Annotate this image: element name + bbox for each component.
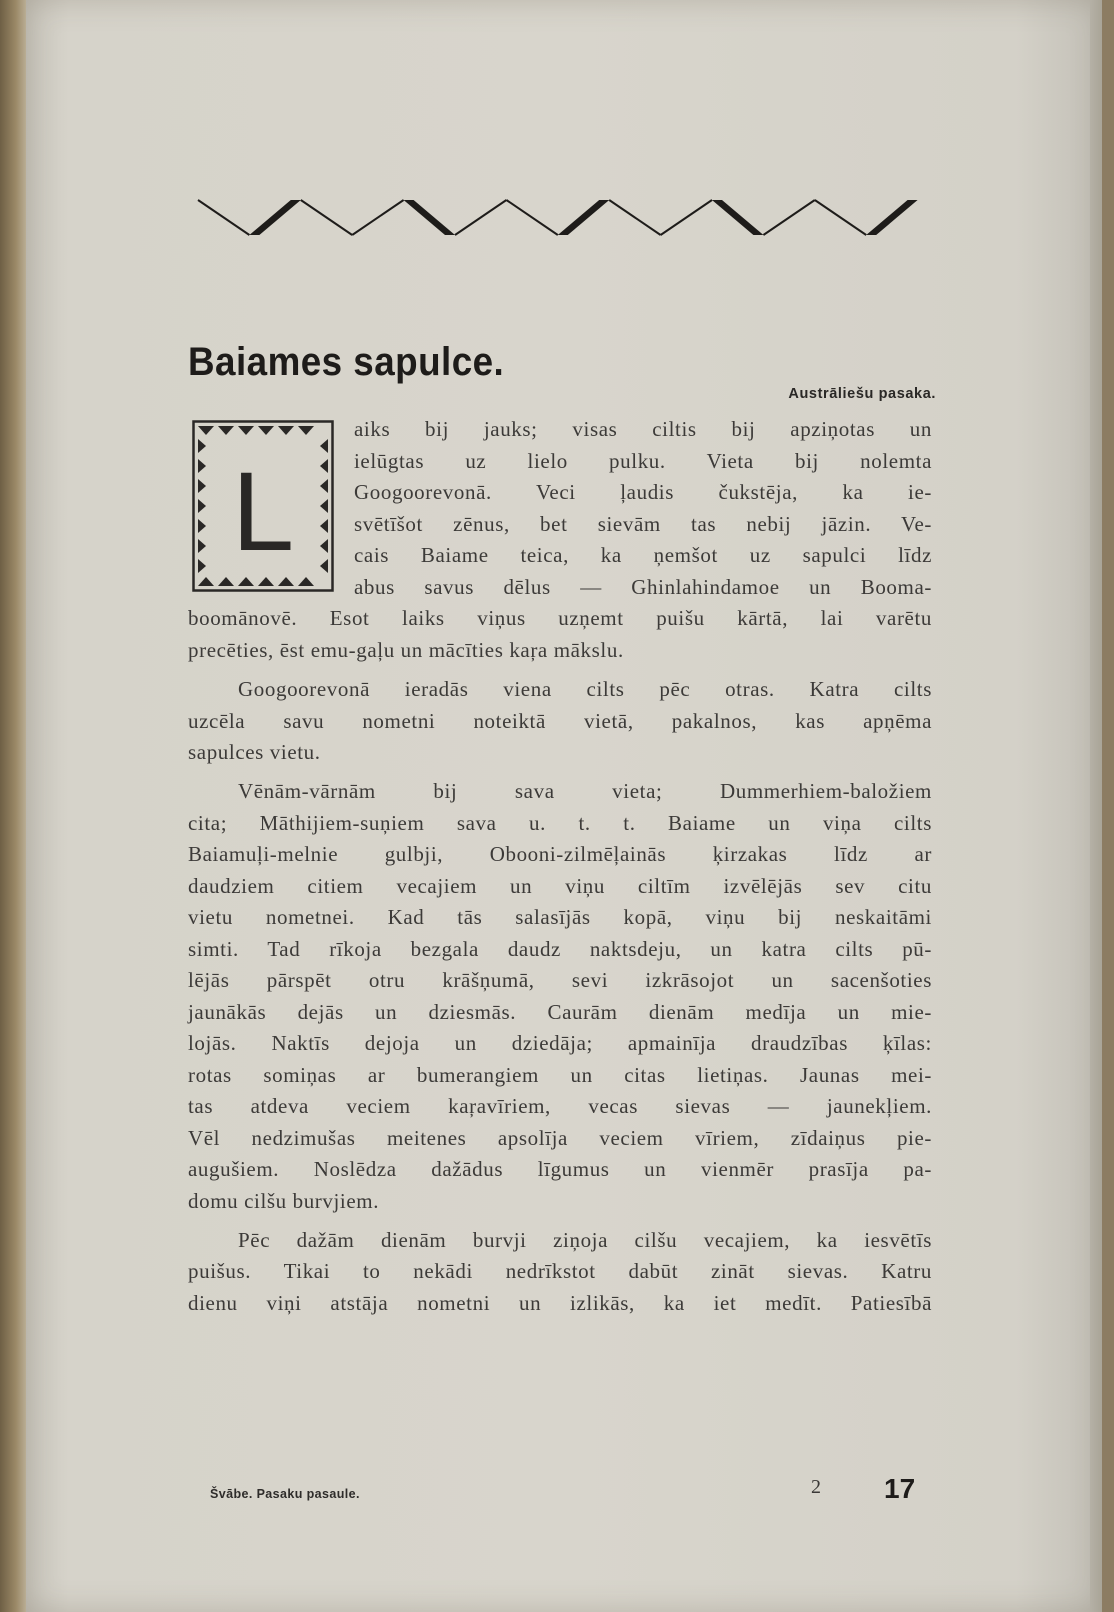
page-right-edge (1090, 0, 1102, 1612)
text-line: aiks bij jauks; visas ciltis bij apziņotas un (354, 417, 932, 441)
text-line: Googoorevonā. Veci ļaudis čukstēja, ka ie- (354, 480, 932, 504)
text-line: Vēl nedzimušas meitenes apsolīja veciem vīriem, zīdaiņus pie- (188, 1126, 932, 1150)
text-line: lējās pārspēt otru krāšņumā, sevi izkrāsojot un sacenšoties (188, 968, 932, 992)
frame-triangle (320, 539, 328, 553)
frame-triangle (198, 519, 206, 533)
drop-cap-letter: L (231, 449, 295, 574)
text-line: daudziem citiem vecajiem un viņu ciltīm izvēlējās sev citu (188, 874, 932, 898)
text-line: Pēc dažām dienām burvji ziņoja cilšu vecajiem, ka iesvētīs (238, 1228, 932, 1252)
text-line: dienu viņi atstāja nometni un izlikās, ka iet medīt. Patiesībā (188, 1291, 932, 1315)
text-line: domu cilšu burvjiem. (188, 1189, 380, 1213)
frame-triangle (198, 499, 206, 513)
frame-triangle (298, 577, 314, 586)
text-line: jaunākās dejās un dziesmās. Caurām dienām medīja un mie- (188, 1000, 932, 1024)
frame-triangle (320, 439, 328, 453)
ornament-stroke-thin (661, 200, 712, 235)
frame-triangle (198, 439, 206, 453)
decorated-drop-cap (192, 420, 334, 592)
ornament-stroke-thin (352, 200, 403, 235)
ornament-stroke-thick (404, 200, 455, 235)
zigzag-ornament (190, 195, 935, 245)
text-line: cita; Māthijiem-suņiem sava u. t. t. Baiame un viņa cilts (188, 811, 932, 835)
frame-triangle (218, 577, 234, 586)
frame-triangle (238, 426, 254, 435)
frame-triangle (320, 479, 328, 493)
text-line: svētīšot zēnus, bet sievām tas nebij jāzin. Ve- (354, 512, 932, 536)
frame-triangle (320, 459, 328, 473)
frame-triangle (278, 426, 294, 435)
page-number: 17 (884, 1473, 916, 1504)
frame-triangle (258, 577, 274, 586)
text-line: rotas somiņas ar bumerangiem un citas lietiņas. Jaunas mei- (188, 1063, 932, 1087)
text-line: boomānovē. Esot laiks viņus uzņemt puišu kārtā, lai varētu (188, 606, 932, 630)
frame-triangle (320, 519, 328, 533)
text-line: ielūgtas uz lielo pulku. Vieta bij nolemta (354, 449, 932, 473)
ornament-stroke-thin (455, 200, 506, 235)
frame-triangle (198, 577, 214, 586)
text-line: Vēnām-vārnām bij sava vieta; Dummerhiem-baložiem (238, 779, 932, 803)
frame-triangle (198, 459, 206, 473)
text-line: cais Baiame teica, ka ņemšot uz sapulci līdz (354, 543, 932, 567)
ornament-stroke-thin (506, 200, 557, 235)
book-spine-edge (0, 0, 26, 1612)
ornament-stroke-thick (866, 200, 917, 235)
text-line: lojās. Naktīs dejoja un dziedāja; apmainīja draudzības ķīlas: (188, 1031, 932, 1055)
frame-triangle (218, 426, 234, 435)
text-line: uzcēla savu nometni noteiktā vietā, pakalnos, kas apņēma (188, 709, 932, 733)
footer-source: Švābe. Pasaku pasaule. (210, 1487, 360, 1501)
text-line: tas atdeva veciem kaŗavīriem, vecas sievas — jaunekļiem. (188, 1094, 932, 1118)
text-line: Googoorevonā ieradās viena cilts pēc otras. Katra cilts (238, 677, 932, 701)
story-subtitle: Austrāliešu pasaka. (788, 386, 936, 402)
ornament-stroke-thin (815, 200, 866, 235)
text-line: Baiamuļi-melnie gulbji, Obooni-zilmēļainās ķirzakas līdz ar (188, 842, 932, 866)
frame-triangle (198, 559, 206, 573)
ornament-stroke-thin (763, 200, 814, 235)
frame-triangle (238, 577, 254, 586)
text-line: simti. Tad rīkoja bezgala daudz naktsdeju, un katra cilts pū- (188, 937, 932, 961)
frame-triangle (258, 426, 274, 435)
footer-signature-mark: 2 (811, 1476, 821, 1498)
ornament-stroke-thick (249, 200, 300, 235)
story-title: Baiames sapulce. (188, 340, 505, 384)
ornament-stroke-thick (712, 200, 763, 235)
text-line: precēties, ēst emu-gaļu un mācīties kaŗa mākslu. (188, 638, 624, 662)
text-line: puišus. Tikai to nekādi nedrīkstot dabūt zināt sievas. Katru (188, 1259, 932, 1283)
frame-triangle (298, 426, 314, 435)
frame-triangle (320, 559, 328, 573)
frame-triangle (198, 426, 214, 435)
frame-triangle (198, 539, 206, 553)
frame-triangle (198, 479, 206, 493)
frame-triangle (278, 577, 294, 586)
text-line: vietu nometnei. Kad tās salasījās kopā, viņu bij neskaitāmi (188, 905, 932, 929)
text-line: abus savus dēlus — Ghinlahindamoe un Booma- (354, 575, 932, 599)
text-line: sapulces vietu. (188, 740, 321, 764)
ornament-stroke-thin (301, 200, 352, 235)
text-line: augušiem. Noslēdza dažādus līgumus un vienmēr prasīja pa- (188, 1157, 932, 1181)
ornament-stroke-thick (558, 200, 609, 235)
ornament-stroke-thin (198, 200, 249, 235)
frame-triangle (320, 499, 328, 513)
ornament-stroke-thin (609, 200, 660, 235)
